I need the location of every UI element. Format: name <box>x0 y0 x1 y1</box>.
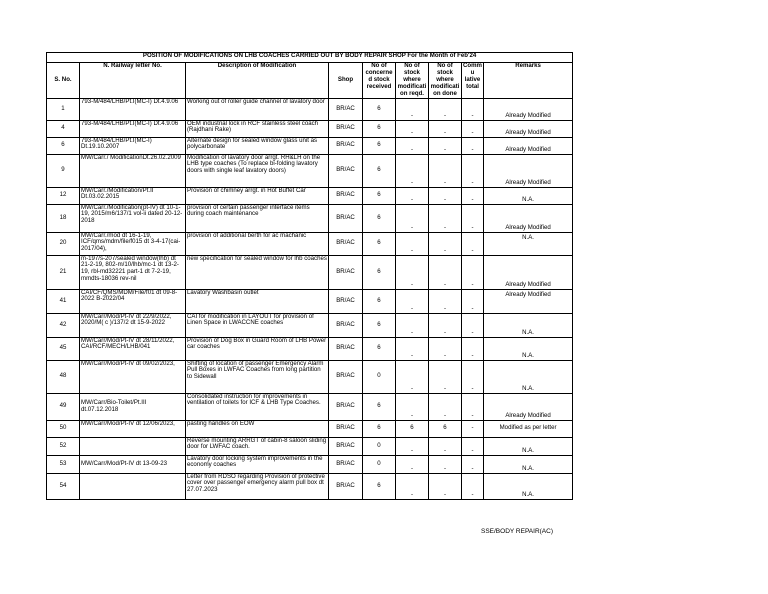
letter-cell: MW/Carr/Mod/Pt-IV dt 09/02/2023, <box>80 360 186 393</box>
description-cell: CAI for modification in LAYOUT for provision of Linen Space in LWACCNE coaches <box>186 313 329 337</box>
qty-cell: 6 <box>363 137 396 154</box>
remarks-cell: N.A. <box>484 455 573 473</box>
sno-cell: 9 <box>47 154 80 187</box>
remarks-cell: Modified as per letter <box>484 420 573 437</box>
letter-cell <box>80 473 186 499</box>
reqd-cell: - <box>396 137 429 154</box>
table-row <box>47 232 573 255</box>
sno-cell: 4 <box>47 120 80 137</box>
table-row <box>47 289 573 313</box>
remarks-cell: N.A. <box>484 232 573 255</box>
done-cell: - <box>429 255 462 289</box>
letter-cell: MW/Carr./Modification(pt-IV) dt 10-1-19, 2015/m6/137/1 vol-ii dated 20-12-2018 <box>80 204 186 232</box>
qty-cell: 6 <box>363 255 396 289</box>
sno-cell: 1 <box>47 98 80 120</box>
cumulative-cell: - <box>462 154 484 187</box>
qty-cell: 6 <box>363 473 396 499</box>
sno-cell: 50 <box>47 420 80 437</box>
done-cell: - <box>429 313 462 337</box>
reqd-cell: - <box>396 289 429 313</box>
done-cell: - <box>429 393 462 420</box>
reqd-cell: - <box>396 187 429 204</box>
description-cell: pasting handles on EOW <box>186 420 329 437</box>
letter-cell: 793-M/484/LHB/Pt.I(MC-I) Dt.4.9.06 <box>80 98 186 120</box>
done-cell: - <box>429 337 462 360</box>
reqd-cell: - <box>396 473 429 499</box>
table-row <box>47 313 573 337</box>
reqd-cell: 6 <box>396 420 429 437</box>
cumulative-cell: - <box>462 455 484 473</box>
table-row <box>47 187 573 204</box>
reqd-cell: - <box>396 455 429 473</box>
remarks-cell: N.A. <box>484 337 573 360</box>
table-row <box>47 120 573 137</box>
sno-cell: 12 <box>47 187 80 204</box>
reqd-cell: - <box>396 393 429 420</box>
reqd-cell: - <box>396 154 429 187</box>
shop-cell: BR/AC <box>329 187 363 204</box>
description-cell: Provision of Dog Box in Guard Room of LHB Power car coaches <box>186 337 329 360</box>
description-cell: Consolidated instruction for improvements in ventilation of toilets for ICF & LHB Type Coaches. <box>186 393 329 420</box>
sno-cell: 20 <box>47 232 80 255</box>
done-cell: 6 <box>429 420 462 437</box>
table-row <box>47 98 573 120</box>
done-cell: - <box>429 437 462 455</box>
sno-cell: 54 <box>47 473 80 499</box>
table-row <box>47 393 573 420</box>
sno-cell: 21 <box>47 255 80 289</box>
cumulative-cell: - <box>462 420 484 437</box>
table-title: POSITION OF MODIFICATIONS ON LHB COACHES CARRIED OUT BY BODY REPAIR SHOP For the Month of Feb'24 <box>47 53 573 63</box>
remarks-cell: N.A. <box>484 360 573 393</box>
letter-cell: MW/Carr./Modification/Pt.II Dt.03.02.2015 <box>80 187 186 204</box>
table-row <box>47 337 573 360</box>
table-row <box>47 154 573 187</box>
remarks-cell: Already Modified <box>484 289 573 313</box>
description-cell: new specification for sealed window for lhb coaches <box>186 255 329 289</box>
reqd-cell: - <box>396 313 429 337</box>
shop-cell: BR/AC <box>329 337 363 360</box>
qty-cell: 0 <box>363 360 396 393</box>
shop-cell: BR/AC <box>329 473 363 499</box>
reqd-cell: - <box>396 98 429 120</box>
qty-cell: 6 <box>363 232 396 255</box>
cumulative-cell: - <box>462 98 484 120</box>
description-cell: OEM industrial lock in RCF stainless steel coach (Rajdhani Rake) <box>186 120 329 137</box>
header-cumulative: Commu lative total <box>462 63 484 99</box>
cumulative-cell: - <box>462 137 484 154</box>
remarks-cell: N.A. <box>484 437 573 455</box>
shop-cell: BR/AC <box>329 289 363 313</box>
cumulative-cell: - <box>462 120 484 137</box>
remarks-cell: Already Modified <box>484 154 573 187</box>
remarks-cell: N.A. <box>484 187 573 204</box>
qty-cell: 6 <box>363 420 396 437</box>
table-row <box>47 204 573 232</box>
qty-cell: 6 <box>363 120 396 137</box>
header-where-reqd: No of stock where modification reqd. <box>396 63 429 99</box>
shop-cell: BR/AC <box>329 232 363 255</box>
reqd-cell: - <box>396 120 429 137</box>
reqd-cell: - <box>396 337 429 360</box>
table-row <box>47 437 573 455</box>
cumulative-cell: - <box>462 289 484 313</box>
sno-cell: 41 <box>47 289 80 313</box>
shop-cell: BR/AC <box>329 393 363 420</box>
qty-cell: 6 <box>363 337 396 360</box>
qty-cell: 0 <box>363 455 396 473</box>
table-row <box>47 420 573 437</box>
signature-designation: SSE/BODY REPAIR(AC) <box>481 528 553 535</box>
table-row <box>47 455 573 473</box>
done-cell: - <box>429 154 462 187</box>
done-cell: - <box>429 187 462 204</box>
remarks-cell: Already Modified <box>484 255 573 289</box>
shop-cell: BR/AC <box>329 120 363 137</box>
sno-cell: 48 <box>47 360 80 393</box>
description-cell: provision of certain passenger interface items during coach maintenance <box>186 204 329 232</box>
reqd-cell: - <box>396 360 429 393</box>
description-cell: Letter from RDSO regarding Provision of protective cover over passenger emergency alarm pull box dt 27.07.2023 <box>186 473 329 499</box>
cumulative-cell: - <box>462 187 484 204</box>
table-row <box>47 360 573 393</box>
done-cell: - <box>429 360 462 393</box>
qty-cell: 6 <box>363 154 396 187</box>
done-cell: - <box>429 473 462 499</box>
letter-cell: MW/Carr/Mod/Pt-IV dt 22/9/2022, 2020/M( c )/137/2 dt 15-9-2022 <box>80 313 186 337</box>
letter-cell: MW/Carr/Mod/Pt-IV dt 12/06/2023, <box>80 420 186 437</box>
header-where-done: No of stock where modification done <box>429 63 462 99</box>
remarks-cell: Already Modified <box>484 204 573 232</box>
done-cell: - <box>429 455 462 473</box>
remarks-cell: Already Modified <box>484 137 573 154</box>
cumulative-cell: - <box>462 473 484 499</box>
done-cell: - <box>429 120 462 137</box>
qty-cell: 6 <box>363 98 396 120</box>
description-cell: provision of additional berth for ac machanic <box>186 232 329 255</box>
letter-cell: 793-M/484/LHB/Pt.I(MC-I) Dt.19.10.2007 <box>80 137 186 154</box>
shop-cell: BR/AC <box>329 255 363 289</box>
sno-cell: 6 <box>47 137 80 154</box>
reqd-cell: - <box>396 204 429 232</box>
sno-cell: 42 <box>47 313 80 337</box>
table-row <box>47 255 573 289</box>
shop-cell: BR/AC <box>329 154 363 187</box>
letter-cell <box>80 437 186 455</box>
shop-cell: BR/AC <box>329 437 363 455</box>
table-row <box>47 137 573 154</box>
description-cell: Lavatory door locking system improvements in the economy coaches <box>186 455 329 473</box>
qty-cell: 6 <box>363 313 396 337</box>
letter-cell: MW/Carr/Bio-Toilet/Pt.III dt.07.12.2018 <box>80 393 186 420</box>
description-cell: Working out of roller guide channel of lavatory door <box>186 98 329 120</box>
done-cell: - <box>429 137 462 154</box>
cumulative-cell: - <box>462 337 484 360</box>
description-cell: Modification of lavatory door arrgt. RH&LH on the LHB type coaches (To replace bi-folding lavatory doors with single leaf lavatory doors) <box>186 154 329 187</box>
shop-cell: BR/AC <box>329 455 363 473</box>
cumulative-cell: - <box>462 204 484 232</box>
sno-cell: 18 <box>47 204 80 232</box>
shop-cell: BR/AC <box>329 313 363 337</box>
sno-cell: 52 <box>47 437 80 455</box>
description-cell: Alternate design for sealed window glass unit as polycarbonate <box>186 137 329 154</box>
shop-cell: BR/AC <box>329 360 363 393</box>
reqd-cell: - <box>396 437 429 455</box>
remarks-cell: Already Modified <box>484 98 573 120</box>
modifications-table <box>46 52 573 500</box>
remarks-cell: N.A. <box>484 473 573 499</box>
reqd-cell: - <box>396 255 429 289</box>
sno-cell: 53 <box>47 455 80 473</box>
table-row <box>47 473 573 499</box>
header-remarks: Remarks <box>484 63 573 99</box>
sno-cell: 45 <box>47 337 80 360</box>
header-row <box>47 63 573 99</box>
cumulative-cell: - <box>462 437 484 455</box>
letter-cell: CAI/CF/QMS/MDM/File/f01 dt 09-8-2022 B-2022/04 <box>80 289 186 313</box>
qty-cell: 6 <box>363 393 396 420</box>
description-cell: Shifting of location of passenger Emergency Alarm Pull Boxes in LWFAC Coaches from long partition to Sidewall <box>186 360 329 393</box>
qty-cell: 6 <box>363 204 396 232</box>
letter-cell: MW/Carr/Mod/Pt-IV dt 28/11/2022, CAI/RCF/MECH/LHB/041 <box>80 337 186 360</box>
done-cell: - <box>429 232 462 255</box>
header-sno: S. No. <box>47 63 80 99</box>
header-shop: Shop <box>329 63 363 99</box>
remarks-cell: N.A. <box>484 313 573 337</box>
letter-cell: m-197/s-207/sealed window(lhb) dt 21-2-19, 802-m/10/lhb/mc-1 dt 13-2-19, rbl-md32221 part-1 dt 7-2-19, mmdts-18036 rev-nil <box>80 255 186 289</box>
description-cell: Reverse mounting ARRGT of cabin-8 saloon sliding door for LWFAC coach. <box>186 437 329 455</box>
qty-cell: 0 <box>363 437 396 455</box>
description-cell: Provision of chimney arrgt. in Hot Buffet Car <box>186 187 329 204</box>
remarks-cell: Already Modified <box>484 120 573 137</box>
cumulative-cell: - <box>462 393 484 420</box>
cumulative-cell: - <box>462 255 484 289</box>
shop-cell: BR/AC <box>329 137 363 154</box>
header-letter: N. Railway letter No. <box>80 63 186 99</box>
done-cell: - <box>429 289 462 313</box>
cumulative-cell: - <box>462 313 484 337</box>
title-row <box>47 53 573 63</box>
header-description: Description of Modification <box>186 63 329 99</box>
sno-cell: 49 <box>47 393 80 420</box>
done-cell: - <box>429 204 462 232</box>
shop-cell: BR/AC <box>329 420 363 437</box>
letter-cell: 793-M/484/LHB/Pt.I(MC-I) Dt.4.9.06 <box>80 120 186 137</box>
letter-cell: MW/Carr./ ModificationDt.26.02.2009 <box>80 154 186 187</box>
header-concerned-stock: No of concerned stock received <box>363 63 396 99</box>
reqd-cell: - <box>396 232 429 255</box>
qty-cell: 6 <box>363 187 396 204</box>
letter-cell: MW/Carr/Mod/Pt-IV dt 13-09-23 <box>80 455 186 473</box>
letter-cell: MW/Carr./mod dt 16-1-19, ICF/qms/mdm/file/f015 dt 3-4-17(cai-2017/04), <box>80 232 186 255</box>
cumulative-cell: - <box>462 232 484 255</box>
shop-cell: BR/AC <box>329 204 363 232</box>
shop-cell: BR/AC <box>329 98 363 120</box>
done-cell: - <box>429 98 462 120</box>
cumulative-cell: - <box>462 360 484 393</box>
description-cell: Lavatory Washbasin outlet <box>186 289 329 313</box>
remarks-cell: Already Modified <box>484 393 573 420</box>
qty-cell: 6 <box>363 289 396 313</box>
